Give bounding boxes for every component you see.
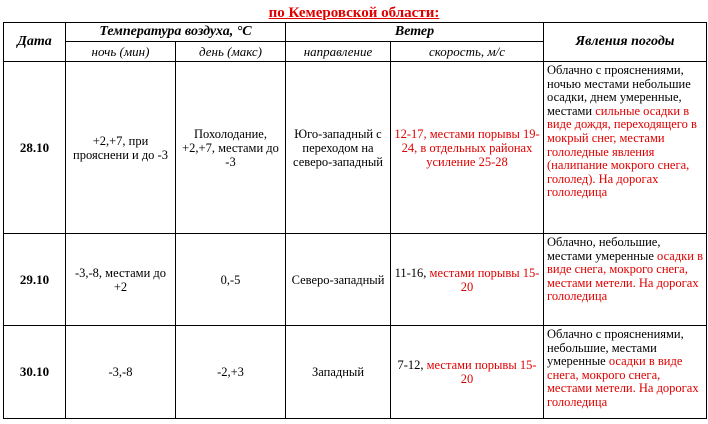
row-date: 29.10	[4, 234, 66, 326]
wind-speed-value: 7-12,	[397, 358, 424, 372]
header-wind: Ветер	[286, 23, 544, 42]
wind-gusts-text: местами порывы 15-20	[426, 358, 537, 386]
region-title: по Кемеровской области:	[268, 5, 440, 21]
row-temp-night: -3,-8	[66, 326, 176, 419]
row-wind-direction: Юго-западный с переходом на северо-западный	[286, 62, 391, 234]
header-temperature: Температура воздуха, °С	[66, 23, 286, 42]
wind-speed-value: 11-16,	[394, 265, 427, 280]
row-temp-day: 0,-5	[176, 234, 286, 326]
phenomena-text: Облачно, небольшие, местами умеренные	[547, 235, 661, 263]
wind-gusts-text: местами порывы 15-20	[429, 265, 540, 294]
header-temp-day: день (макс)	[176, 42, 286, 62]
table-row	[4, 326, 707, 419]
row-wind-direction: Северо-западный	[286, 234, 391, 326]
phenomena-text: Облачно с прояснениями, ночью местами небольшие осадки, днем умеренные, местами	[547, 63, 691, 118]
table-row	[4, 234, 707, 326]
header-wind-speed: скорость, м/с	[391, 42, 544, 62]
row-wind-speed	[391, 234, 544, 326]
header-date: Дата	[4, 23, 66, 62]
row-temp-night: +2,+7, при прояснени и до -3	[66, 62, 176, 234]
phenomena-warning-text: осадки в виде снега, мокрого снега, местами метели. На дорогах гололедица	[547, 248, 703, 304]
row-wind-speed	[391, 326, 544, 419]
table-row	[4, 62, 707, 234]
row-wind-speed: 12-17, местами порывы 19-24, в отдельных районах усиление 25-28	[391, 62, 544, 234]
header-temp-night: ночь (мин)	[66, 42, 176, 62]
phenomena-warning-text: осадки в виде снега, мокрого снега, местами метели. На дорогах гололедица	[547, 354, 699, 409]
row-date: 28.10	[4, 62, 66, 234]
row-phenomena	[544, 234, 707, 326]
phenomena-warning-text: сильные осадки в виде дождя, переходящего в мокрый снег, местами гололедные явления (налипание мокрого снега, гололед). На дорогах гололедица	[547, 103, 697, 200]
row-wind-direction: Западный	[286, 326, 391, 419]
row-temp-day: -2,+3	[176, 326, 286, 419]
header-wind-direction: направление	[286, 42, 391, 62]
row-phenomena	[544, 326, 707, 419]
header-phenomena: Явления погоды	[544, 23, 707, 62]
phenomena-text: Облачно с прояснениями, небольшие, местами умеренные	[547, 327, 684, 369]
row-temp-day: Похолодание, +2,+7, местами до -3	[176, 62, 286, 234]
forecast-table	[3, 22, 707, 419]
row-phenomena	[544, 62, 707, 234]
row-temp-night: -3,-8, местами до +2	[66, 234, 176, 326]
row-date: 30.10	[4, 326, 66, 419]
